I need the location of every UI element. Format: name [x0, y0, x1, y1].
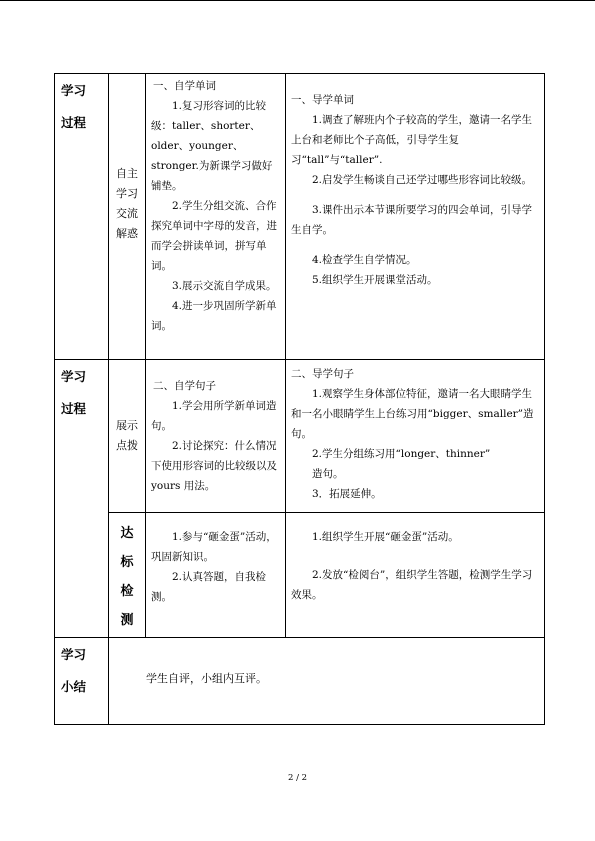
row-assessment [55, 513, 545, 638]
student-activity-3: 1.参与“砸金蛋”活动，巩固新知识。 2.认真答题，自我检测。 [146, 513, 286, 638]
page-number: 2 / 2 [287, 773, 308, 783]
lesson-plan-table [54, 73, 545, 725]
sub-label-1: 自主 学习 交流 解惑 [109, 74, 146, 360]
summary-cell: 学生自评，小组内互评。 [109, 638, 545, 725]
section-label-3: 达 标 检 测 [109, 513, 146, 638]
row-presentation [55, 360, 545, 513]
teacher-activity-3: 1.组织学生开展“砸金蛋”活动。 2.发放“检阅台”，组织学生答题，检测学生学习效果。 [286, 513, 545, 638]
section-label-2: 学习 过程 [55, 360, 109, 638]
teacher-activity-1: 一、导学单词 1.调查了解班内个子较高的学生，邀请一名学生上台和老师比个子高低，引导学生复习“tall”与“taller”. 2.启发学生畅谈自己还学过哪些形容词比较级。 3.课件出示本节课所要学习的四会单词，引导学生自学。 4.检查学生自学情况。 5.组织学生开展课堂活动。 [286, 74, 545, 360]
section-label-4: 学习 小结 [55, 638, 109, 725]
section-label-1: 学习 过程 [55, 74, 109, 360]
header-rule [0, 0, 595, 1]
row-summary [55, 638, 545, 725]
student-activity-1: 一、自学单词 1.复习形容词的比较级：taller、shorter、older、younger、stronger.为新课学习做好铺垫。 2.学生分组交流、合作探究单词中字母的发音，进而学会拼读单词，拼写单词。 3.展示交流自学成果。 4.进一步巩固所学新单词。 [146, 74, 286, 360]
row-self-study [55, 74, 545, 360]
student-activity-2: 二、自学句子 1.学会用所学新单词造句。 2.讨论探究：什么情况下使用形容词的比较级以及 yours 用法。 [146, 360, 286, 513]
teacher-activity-2: 二、导学句子 1.观察学生身体部位特征，邀请一名大眼睛学生和一名小眼睛学生上台练习用“bigger、smaller”造句。 2.学生分组练习用“longer、thinner” 造句。 3．拓展延伸。 [286, 360, 545, 513]
sub-label-2: 展示 点拨 [109, 360, 146, 513]
